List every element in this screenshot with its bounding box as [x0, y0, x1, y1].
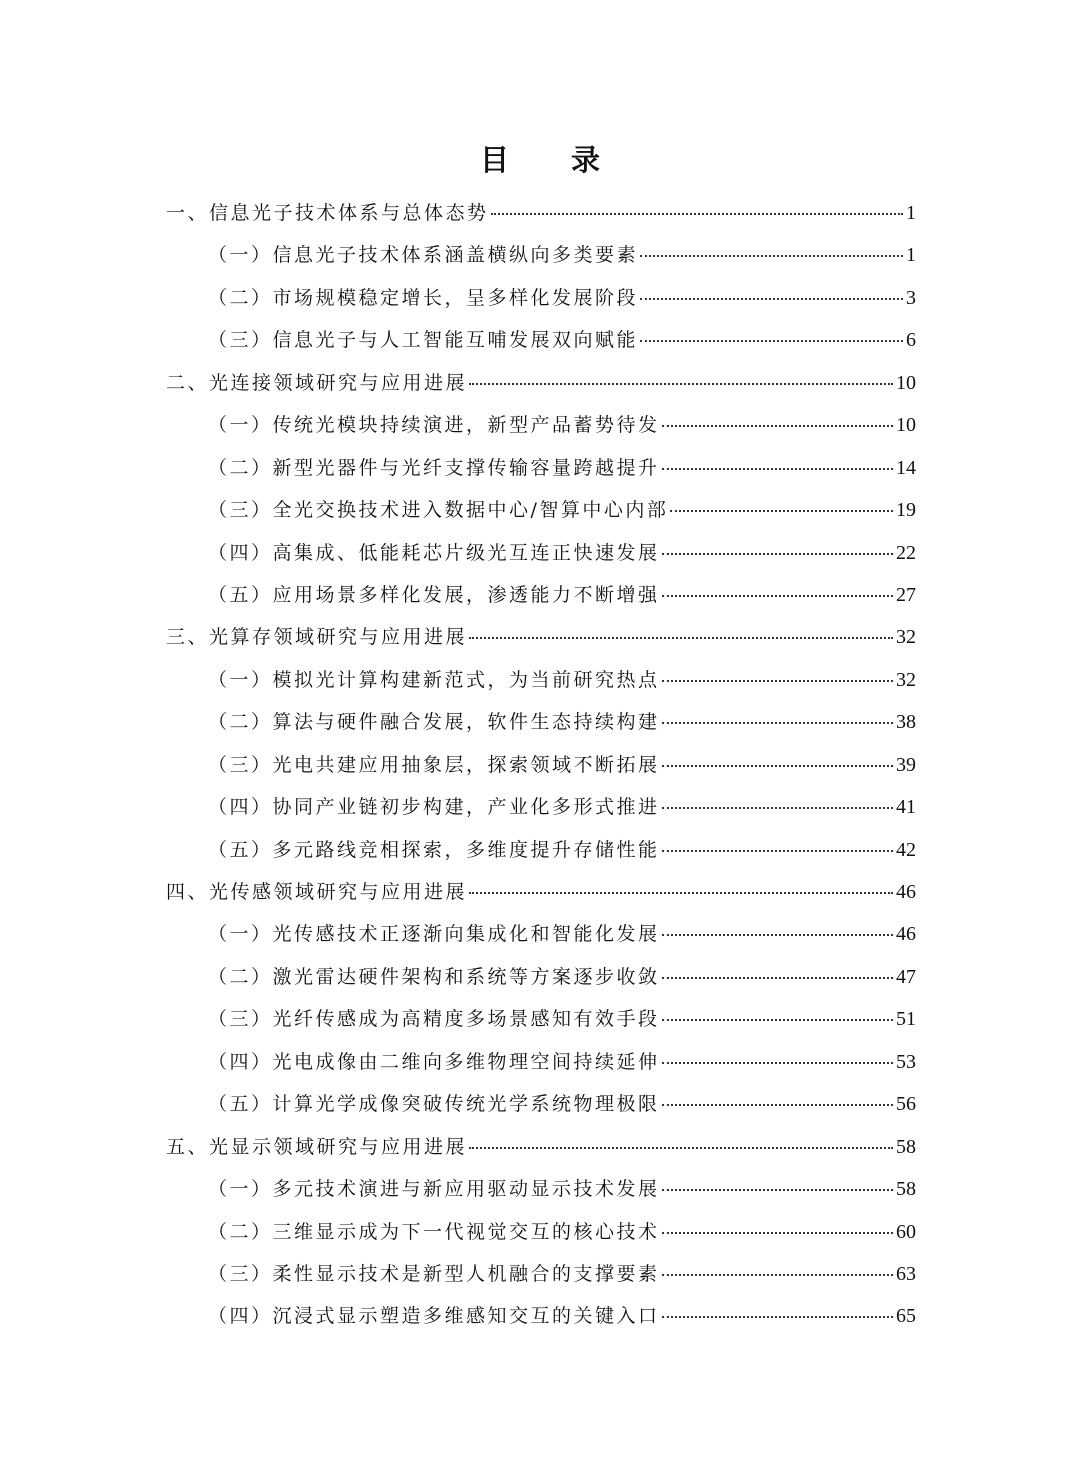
dot-leader — [662, 680, 893, 682]
toc-entry-title: （一）多元技术演进与新应用驱动显示技术发展 — [208, 1178, 660, 1201]
dot-leader — [662, 765, 893, 767]
toc-entry-title: （四）光电成像由二维向多维物理空间持续延伸 — [208, 1050, 660, 1073]
toc-page-number: 58 — [896, 1135, 916, 1158]
toc-entry-title: （四）协同产业链初步构建，产业化多形式推进 — [208, 796, 660, 819]
toc-entry-title: （二）算法与硬件融合发展，软件生态持续构建 — [208, 711, 660, 734]
toc-page-number: 1 — [906, 244, 916, 267]
toc-section-entry[interactable] — [166, 1295, 916, 1337]
toc-section-entry[interactable] — [166, 1168, 916, 1210]
toc-entry-title: （二）市场规模稳定增长，呈多样化发展阶段 — [208, 286, 639, 309]
toc-page-number: 14 — [896, 456, 916, 479]
toc-section-entry[interactable] — [166, 744, 916, 786]
toc-entry-title: （一）信息光子技术体系涵盖横纵向多类要素 — [208, 244, 639, 267]
toc-section-entry[interactable] — [166, 1083, 916, 1125]
toc-section-entry[interactable] — [166, 786, 916, 828]
toc-page-number: 22 — [896, 541, 916, 564]
toc-section-entry[interactable] — [166, 532, 916, 574]
toc-section-entry[interactable] — [166, 1041, 916, 1083]
toc-section-entry[interactable] — [166, 447, 916, 489]
toc-chapter-entry[interactable] — [166, 362, 916, 404]
toc-page-number: 38 — [896, 711, 916, 734]
dot-leader — [662, 1189, 893, 1191]
dot-leader — [662, 468, 893, 470]
dot-leader — [662, 595, 893, 597]
toc-page-number: 46 — [896, 923, 916, 946]
dot-leader — [662, 1062, 893, 1064]
toc-entry-title: （一）光传感技术正逐渐向集成化和智能化发展 — [208, 923, 660, 946]
toc-entry-title: （三）全光交换技术进入数据中心/智算中心内部 — [208, 499, 669, 522]
dot-leader — [640, 298, 903, 300]
toc-section-entry[interactable] — [166, 659, 916, 701]
toc-entry-title: 三、光算存领域研究与应用进展 — [166, 626, 468, 649]
toc-section-entry[interactable] — [166, 234, 916, 276]
dot-leader — [662, 425, 893, 427]
toc-entry-title: （一）传统光模块持续演进，新型产品蓄势待发 — [208, 414, 660, 437]
toc-section-entry[interactable] — [166, 956, 916, 998]
toc-entry-title: 四、光传感领域研究与应用进展 — [166, 881, 468, 903]
toc-page-number: 32 — [896, 626, 916, 649]
toc-page-number: 19 — [896, 499, 916, 522]
dot-leader — [662, 850, 893, 852]
toc-chapter-entry[interactable] — [166, 871, 916, 913]
toc-page-number: 41 — [896, 796, 916, 819]
toc-section-entry[interactable] — [166, 1211, 916, 1253]
dot-leader — [662, 722, 893, 724]
toc-page-number: 39 — [896, 753, 916, 776]
dot-leader — [491, 213, 903, 215]
toc-entry-title: （三）光电共建应用抽象层，探索领域不断拓展 — [208, 753, 660, 776]
toc-page-number: 60 — [896, 1220, 916, 1243]
dot-leader — [469, 892, 893, 894]
toc-entry-title: （五）计算光学成像突破传统光学系统物理极限 — [208, 1093, 660, 1116]
toc-page-number: 63 — [896, 1262, 916, 1285]
toc-page-number: 56 — [896, 1093, 916, 1116]
toc-section-entry[interactable] — [166, 913, 916, 955]
toc-entry-title: （四）沉浸式显示塑造多维感知交互的关键入口 — [208, 1305, 660, 1328]
toc-page-number: 10 — [896, 414, 916, 437]
toc-entry-title: （五）应用场景多样化发展，渗透能力不断增强 — [208, 583, 660, 606]
dot-leader — [662, 1316, 893, 1318]
toc-section-entry[interactable] — [166, 1253, 916, 1295]
dot-leader — [640, 340, 903, 342]
toc-entry-title: （三）柔性显示技术是新型人机融合的支撑要素 — [208, 1262, 660, 1285]
table-of-contents — [166, 192, 916, 1338]
toc-section-entry[interactable] — [166, 277, 916, 319]
toc-section-entry[interactable] — [166, 404, 916, 446]
toc-section-entry[interactable] — [166, 574, 916, 616]
dot-leader — [662, 1104, 893, 1106]
toc-section-entry[interactable] — [166, 701, 916, 743]
toc-page-number: 51 — [896, 1008, 916, 1031]
toc-entry-title: （二）新型光器件与光纤支撑传输容量跨越提升 — [208, 456, 660, 479]
toc-page-number: 32 — [896, 668, 916, 691]
toc-page-number: 47 — [896, 965, 916, 988]
toc-page-number: 1 — [906, 202, 916, 224]
dot-leader — [662, 977, 893, 979]
dot-leader — [469, 1147, 893, 1149]
dot-leader — [469, 637, 893, 639]
toc-page-number: 10 — [896, 371, 916, 394]
toc-entry-title: （三）信息光子与人工智能互哺发展双向赋能 — [208, 329, 639, 352]
toc-page-number: 53 — [896, 1050, 916, 1073]
dot-leader — [662, 1274, 893, 1276]
toc-entry-title: 二、光连接领域研究与应用进展 — [166, 371, 468, 394]
toc-entry-title: （三）光纤传感成为高精度多场景感知有效手段 — [208, 1008, 660, 1031]
toc-page-number: 65 — [896, 1305, 916, 1328]
toc-page-number: 58 — [896, 1178, 916, 1201]
dot-leader — [662, 1232, 893, 1234]
toc-entry-title: （四）高集成、低能耗芯片级光互连正快速发展 — [208, 541, 660, 564]
toc-page-number: 27 — [896, 583, 916, 606]
toc-entry-title: 五、光显示领域研究与应用进展 — [166, 1135, 468, 1158]
toc-entry-title: （二）激光雷达硬件架构和系统等方案逐步收敛 — [208, 965, 660, 988]
toc-section-entry[interactable] — [166, 319, 916, 361]
toc-entry-title: 一、信息光子技术体系与总体态势 — [166, 202, 489, 224]
dot-leader — [662, 553, 893, 555]
toc-page-number: 6 — [906, 329, 916, 352]
dot-leader — [662, 934, 893, 936]
toc-section-entry[interactable] — [166, 829, 916, 871]
dot-leader — [469, 383, 893, 385]
toc-page-number: 46 — [896, 881, 916, 903]
toc-page-number: 3 — [906, 286, 916, 309]
dot-leader — [640, 255, 903, 257]
dot-leader — [662, 807, 893, 809]
toc-entry-title: （二）三维显示成为下一代视觉交互的核心技术 — [208, 1220, 660, 1243]
toc-entry-title: （五）多元路线竞相探索，多维度提升存储性能 — [208, 838, 660, 861]
toc-chapter-entry[interactable] — [166, 616, 916, 658]
toc-chapter-entry[interactable] — [166, 192, 916, 234]
toc-section-entry[interactable] — [166, 998, 916, 1040]
toc-section-entry[interactable] — [166, 489, 916, 531]
page-title: 目 录 — [479, 143, 627, 177]
dot-leader — [662, 1019, 893, 1021]
toc-entry-title: （一）模拟光计算构建新范式，为当前研究热点 — [208, 668, 660, 691]
toc-page-number: 42 — [896, 838, 916, 861]
toc-chapter-entry[interactable] — [166, 1126, 916, 1168]
dot-leader — [670, 510, 893, 512]
